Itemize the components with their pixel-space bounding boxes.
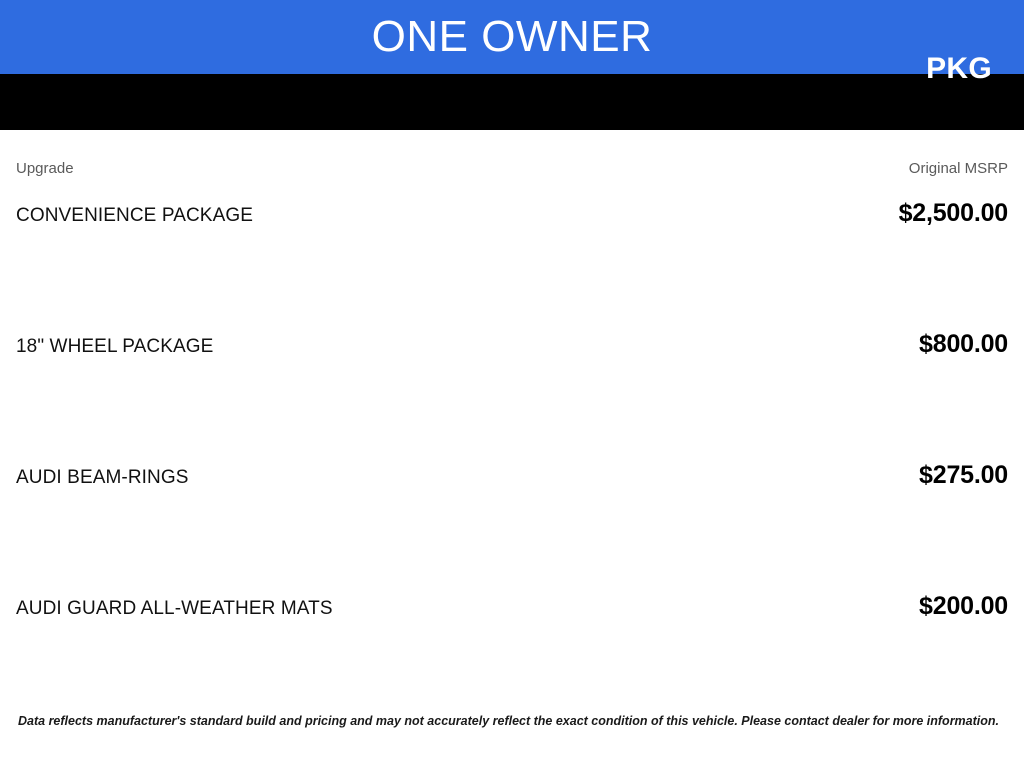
table-header-row — [16, 130, 1008, 177]
black-divider-strip — [0, 52, 1024, 130]
banner-title: ONE OWNER — [371, 12, 653, 61]
upgrades-list — [16, 199, 1008, 723]
upgrade-price: $275.00 — [919, 461, 1008, 489]
column-header-original-msrp: Original MSRP — [908, 160, 1008, 177]
upgrade-name: 18" WHEEL PACKAGE — [16, 336, 214, 357]
upgrades-table — [0, 130, 1024, 768]
table-row — [16, 461, 1008, 592]
upgrade-price: $800.00 — [919, 330, 1008, 358]
upgrade-name: AUDI BEAM-RINGS — [16, 467, 189, 488]
one-owner-banner — [0, 0, 1024, 74]
column-header-upgrade: Upgrade — [16, 160, 74, 177]
upgrade-price: $200.00 — [919, 592, 1008, 620]
upgrade-name: AUDI GUARD ALL-WEATHER MATS — [16, 598, 333, 619]
upgrade-name: CONVENIENCE PACKAGE — [16, 205, 253, 226]
table-row — [16, 592, 1008, 723]
table-row — [16, 330, 1008, 461]
upgrade-price: $2,500.00 — [898, 199, 1008, 227]
clipped-section-heading: PKG — [926, 52, 992, 85]
disclaimer-text: Data reflects manufacturer's standard build and pricing and may not accurately reflect the exact condition of this vehicle. Please contact dealer for more information. — [18, 714, 1000, 728]
table-row — [16, 199, 1008, 330]
